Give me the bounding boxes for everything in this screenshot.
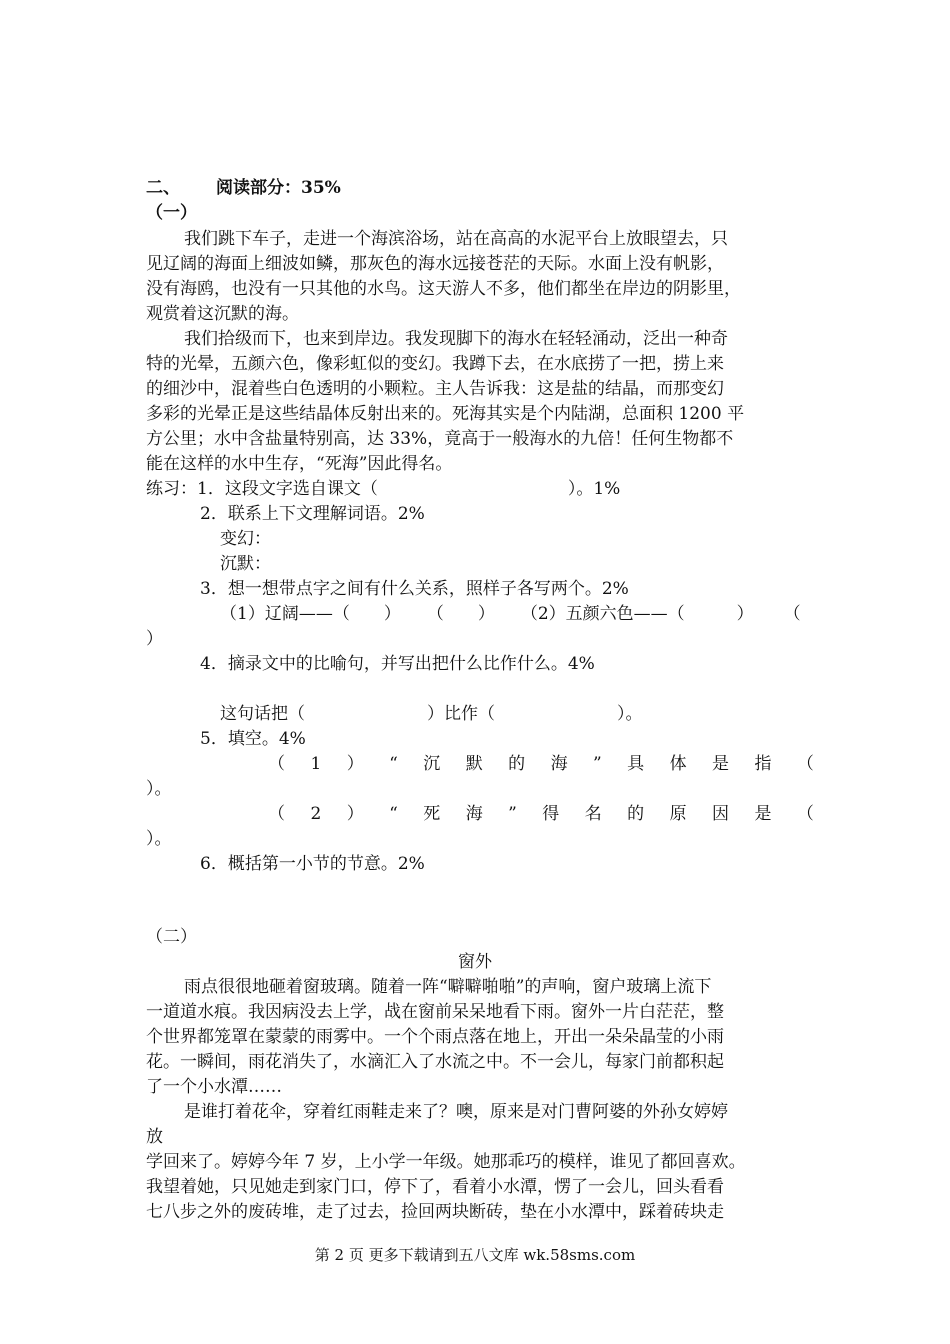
section-title: 阅读部分：35% (216, 178, 341, 198)
exercise-q2b: 沉默： (220, 554, 271, 574)
exercise-q3: 3．想一想带点字之间有什么关系，照样子各写两个。2% (200, 579, 629, 599)
paragraph-line: 见辽阔的海面上细波如鳞，那灰色的海水远接苍茫的天际。水面上没有帆影， (146, 254, 724, 274)
exercise-q5b-tail: ）。 (146, 829, 172, 849)
paragraph-line: 七八步之外的废砖堆，走了过去，捡回两块断砖，垫在小水潭中，踩着砖块走 (146, 1202, 724, 1222)
paragraph-line: 方公里；水中含盐量特别高，达 33%，竟高于一般海水的九倍！任何生物都不 (146, 429, 734, 449)
exercise-q3a-tail: ） (146, 629, 163, 649)
paragraph-line: 的细沙中，混着些白色透明的小颗粒。主人告诉我：这是盐的结晶，而那变幻 (146, 379, 724, 399)
exercise-q5: 5．填空。4% (200, 729, 306, 749)
paragraph-line: 放 (146, 1127, 163, 1147)
paragraph-line: 学回来了。婷婷今年 7 岁，上小学一年级。她那乖巧的模样，谁见了都回喜欢。 (146, 1152, 746, 1172)
exercise-q2a: 变幻： (220, 529, 271, 549)
paragraph-line: 我望着她，只见她走到家门口，停下了，看着小水潭，愣了一会儿，回头看看 (146, 1177, 724, 1197)
exercise-q4a: 这句话把（ ）比作（ ）。 (220, 704, 643, 724)
paragraph-line: 多彩的光晕正是这些结晶体反射出来的。死海其实是个内陆湖，总面积 1200 平 (146, 404, 745, 424)
paragraph-line: 个世界都笼罩在蒙蒙的雨雾中。一个个雨点落在地上，开出一朵朵晶莹的小雨 (146, 1027, 724, 1047)
exercise-q5b: （ 2 ） “ 死 海 ” 得 名 的 原 因 是 （ (268, 804, 814, 824)
exercise-q5a-tail: ）。 (146, 779, 172, 799)
exercise-q2: 2．联系上下文理解词语。2% (200, 504, 425, 524)
paragraph-line: 雨点很很地砸着窗玻璃。随着一阵“噼噼啪啪”的声响，窗户玻璃上流下 (184, 977, 712, 997)
paragraph-line: 是谁打着花伞，穿着红雨鞋走来了？噢，原来是对门曹阿婆的外孙女婷婷 (184, 1102, 728, 1122)
part1-label: （一） (146, 203, 197, 223)
paragraph-line: 能在这样的水中生存，“死海”因此得名。 (146, 454, 453, 474)
exercise-q1: 练习：1．这段文字选自课文（ ）。1% (146, 479, 621, 499)
part2-label: （二） (146, 927, 197, 947)
page-footer: 第 2 页 更多下载请到五八文库 wk.58sms.com (314, 1246, 636, 1264)
paragraph-line: 花。一瞬间，雨花消失了，水滴汇入了水流之中。不一会儿，每家门前都积起 (146, 1052, 724, 1072)
exercise-q5a: （ 1 ） “ 沉 默 的 海 ” 具 体 是 指 （ (268, 754, 814, 774)
part2-title: 窗外 (458, 952, 492, 972)
paragraph-line: 没有海鸥，也没有一只其他的水鸟。这天游人不多，他们都坐在岸边的阴影里， (146, 279, 741, 299)
paragraph-line: 我们拾级而下，也来到岸边。我发现脚下的海水在轻轻涌动，泛出一种奇 (184, 329, 728, 349)
exercise-q3a: （1）辽阔——（ ） （ ） （2）五颜六色——（ ） （ (220, 604, 801, 624)
section-number: 二、 (146, 178, 180, 198)
paragraph-line: 了一个小水潭…… (146, 1077, 282, 1097)
paragraph-line: 特的光晕，五颜六色，像彩虹似的变幻。我蹲下去，在水底捞了一把，捞上来 (146, 354, 724, 374)
paragraph-line: 观赏着这沉默的海。 (146, 304, 299, 324)
paragraph-line: 一道道水痕。我因病没去上学，战在窗前呆呆地看下雨。窗外一片白茫茫，整 (146, 1002, 724, 1022)
section-heading (146, 176, 341, 201)
exercise-q6: 6．概括第一小节的节意。2% (200, 854, 425, 874)
exercise-q4: 4．摘录文中的比喻句，并写出把什么比作什么。4% (200, 654, 595, 674)
paragraph-line: 我们跳下车子，走进一个海滨浴场，站在高高的水泥平台上放眼望去，只 (184, 229, 728, 249)
